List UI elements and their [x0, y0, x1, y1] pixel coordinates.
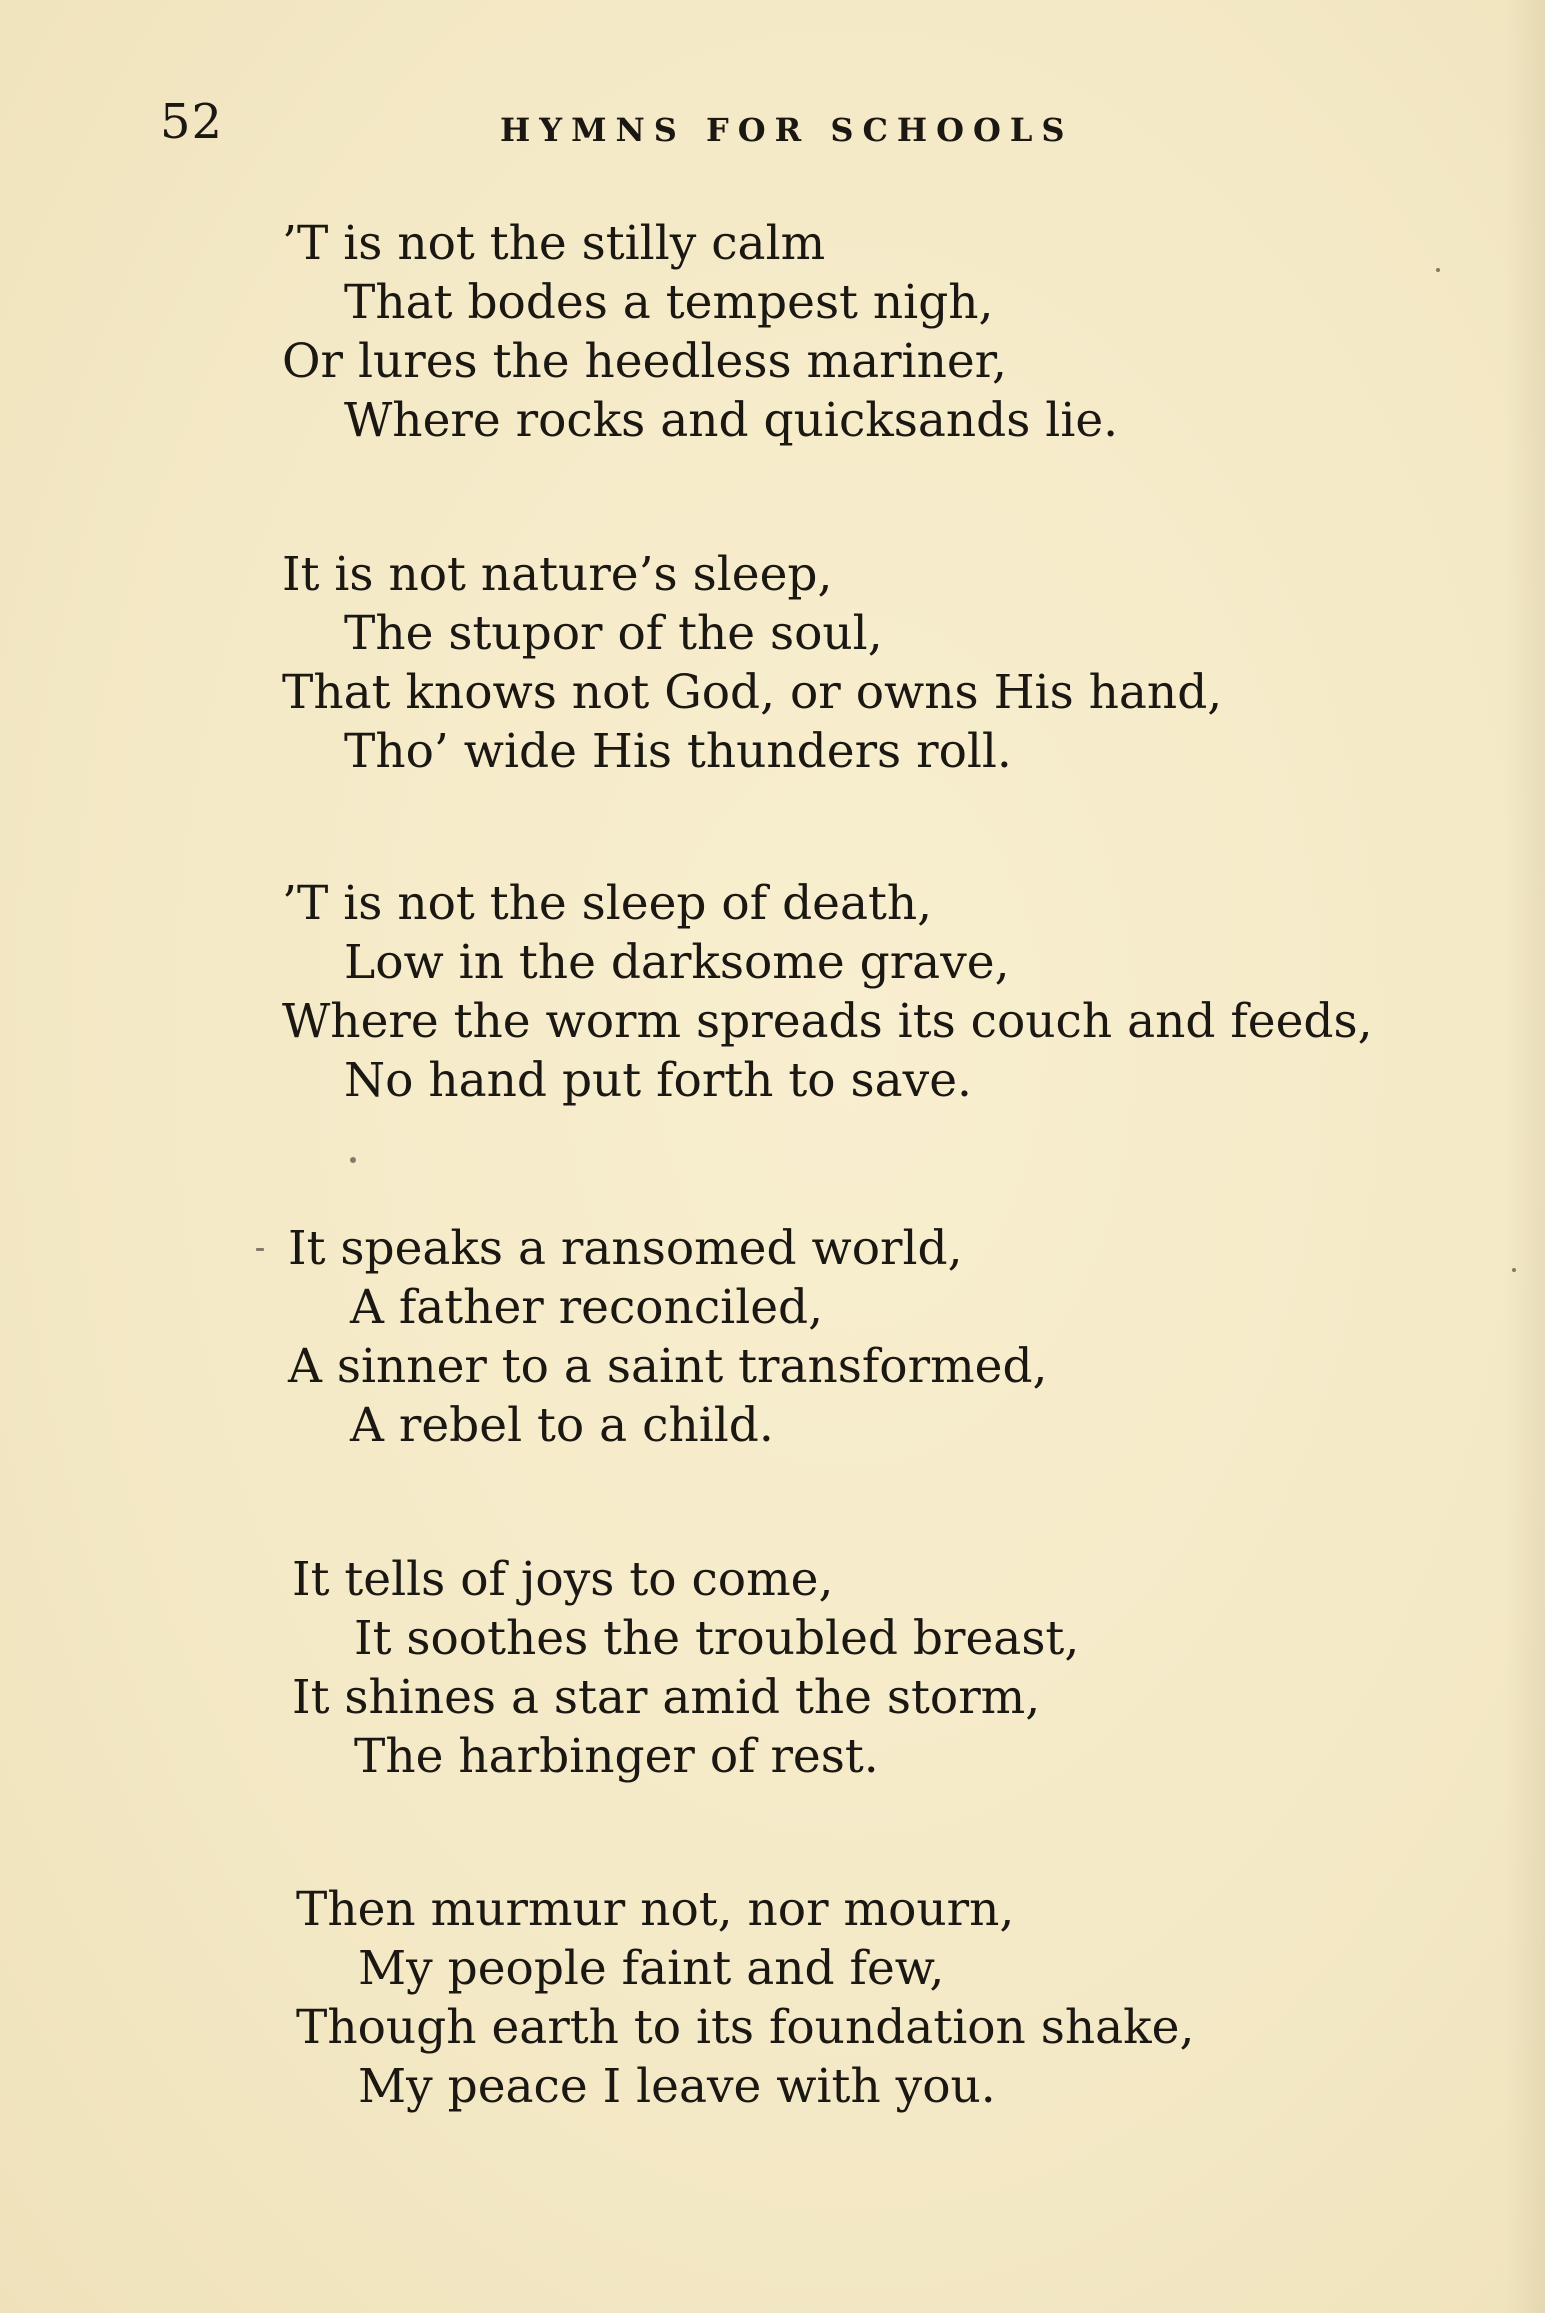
verse-line: ’T is not the sleep of death,: [282, 876, 933, 931]
stanza-6: [296, 1880, 1194, 2116]
verse-line: Low in the darksome grave,: [344, 935, 1010, 990]
verse-line: That bodes a tempest nigh,: [344, 275, 994, 330]
verse-line: No hand put forth to save.: [344, 1053, 972, 1108]
verse-line: ’T is not the stilly calm: [282, 216, 826, 271]
verse-line: That knows not God, or owns His hand,: [282, 665, 1223, 720]
print-speck: [350, 1157, 356, 1163]
verse-line: Where rocks and quicksands lie.: [344, 393, 1119, 448]
verse-line: It is not nature’s sleep,: [282, 547, 833, 602]
verse-line: Tho’ wide His thunders roll.: [344, 724, 1012, 779]
page-number: 52: [160, 94, 224, 150]
verse-line: My people faint and few,: [358, 1941, 945, 1996]
verse-line: The harbinger of rest.: [354, 1729, 879, 1784]
verse-line: A rebel to a child.: [350, 1398, 774, 1453]
verse-line: It tells of joys to come,: [292, 1552, 834, 1607]
verse-line: It speaks a ransomed world,: [288, 1221, 963, 1276]
running-title: HYMNS FOR SCHOOLS: [500, 111, 1074, 149]
verse-line: It soothes the troubled breast,: [354, 1611, 1080, 1666]
verse-line: Where the worm spreads its couch and feeds,: [282, 994, 1373, 1049]
verse-line: The stupor of the soul,: [344, 606, 883, 661]
print-speck: [1436, 268, 1440, 272]
verse-line: My peace I leave with you.: [358, 2059, 996, 2114]
stanza-2: [282, 545, 1222, 781]
verse-line: Then murmur not, nor mourn,: [296, 1882, 1015, 1937]
verse-line: Or lures the heedless mariner,: [282, 334, 1007, 389]
verse-line: Though earth to its foundation shake,: [296, 2000, 1195, 2055]
verse-line: It shines a star amid the storm,: [292, 1670, 1041, 1725]
print-speck: [1512, 1268, 1516, 1272]
print-speck: [256, 1248, 264, 1251]
verse-line: A sinner to a saint transformed,: [288, 1339, 1048, 1394]
stanza-5: [292, 1550, 1079, 1786]
stanza-3: [282, 874, 1373, 1110]
stanza-4: [288, 1219, 1047, 1455]
stanza-1: [282, 214, 1118, 450]
verse-line: A father reconciled,: [350, 1280, 824, 1335]
